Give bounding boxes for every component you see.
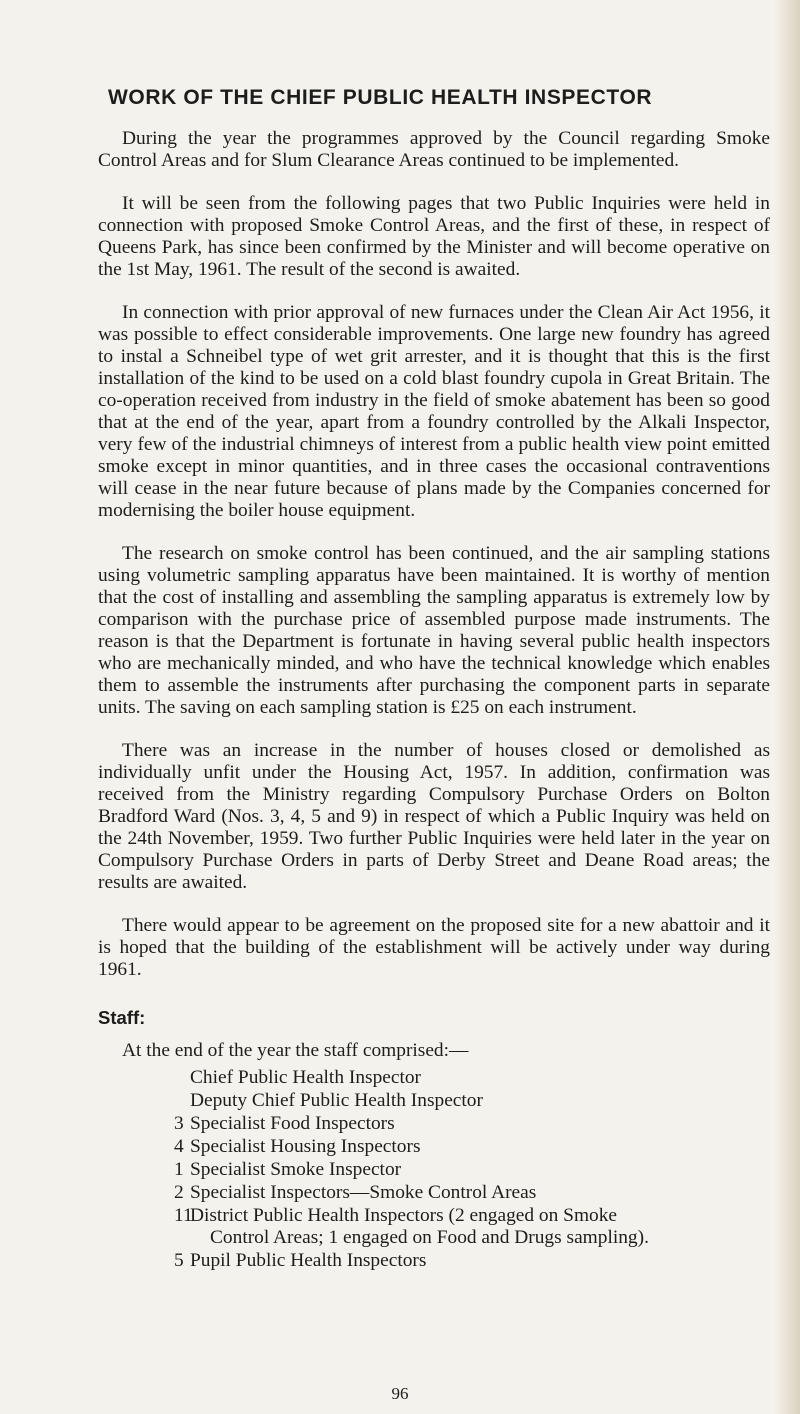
staff-role: Specialist Housing Inspectors: [190, 1136, 421, 1157]
page-heading: WORK OF THE CHIEF PUBLIC HEALTH INSPECTOR: [108, 86, 653, 109]
paragraph-housing-act: There was an increase in the number of houses closed or demolished as individually unfit under the Housing Act, 1957. In addition, confirmation was received from the Ministry regarding Compulsory Purchase Orders on Bolton Bradford Ward (Nos. 3, 4, 5 and 9) in respect of which a Public Inquiry was held on the 24th November, 1959. Two further Public Inquiries were held later in the year on Compulsory Purchase Orders in parts of Derby Street and Deane Road areas; the results are awaited.: [98, 740, 770, 893]
staff-list-item: [98, 1182, 770, 1204]
staff-role: Deputy Chief Public Health Inspector: [190, 1090, 483, 1111]
staff-role: Pupil Public Health Inspectors: [190, 1250, 427, 1271]
paragraph-smoke-slum-programmes: During the year the programmes approved by the Council regarding Smoke Control Areas and for Slum Clearance Areas continued to be implemented.: [98, 128, 770, 171]
staff-quantity: 4: [174, 1136, 184, 1157]
staff-list-item: [98, 1113, 770, 1135]
paragraph-clean-air-act: In connection with prior approval of new furnaces under the Clean Air Act 1956, it was possible to effect considerable improvements. One large new foundry has agreed to instal a Schneibel type of wet grit arrester, and it is thought that this is the first installation of the kind to be used on a cold blast foundry cupola in Great Britain. The co-operation received from industry in the field of smoke abatement has been so good that at the end of the year, apart from a foundry controlled by the Alkali Inspector, very few of the industrial chimneys of interest from a public health view point emitted smoke except in minor quantities, and in three cases the occasional contraventions will cease in the near future because of plans made by the Companies concerned for modernising the boiler house equipment.: [98, 302, 770, 521]
staff-role: Specialist Food Inspectors: [190, 1113, 395, 1134]
staff-role: Specialist Smoke Inspector: [190, 1159, 402, 1180]
body-text: [98, 128, 770, 1273]
staff-role-continuation: Control Areas; 1 engaged on Food and Drugs sampling).: [210, 1227, 649, 1248]
staff-quantity: 1: [174, 1159, 184, 1180]
staff-list-item: [98, 1090, 770, 1112]
staff-list-item: [98, 1067, 770, 1089]
staff-list-item: [98, 1159, 770, 1181]
paragraph-public-inquiries: It will be seen from the following pages that two Public Inquiries were held in connection with proposed Smoke Control Areas, and the first of these, in respect of Queens Park, has since been confirmed by the Minister and will become operative on the 1st May, 1961. The result of the second is awaited.: [98, 193, 770, 280]
staff-role: District Public Health Inspectors (2 engaged on Smoke: [190, 1205, 618, 1226]
staff-role: Specialist Inspectors—Smoke Control Areas: [190, 1182, 537, 1203]
staff-list-item: [98, 1250, 770, 1272]
paragraph-smoke-research: The research on smoke control has been continued, and the air sampling stations using volumetric sampling apparatus have been maintained. It is worthy of mention that the cost of installing and assembling the sampling apparatus is extremely low by comparison with the purchase price of assembled purpose made instruments. The reason is that the Department is fortunate in having several public health inspectors who are mechanically minded, and who have the technical knowledge which enables them to assemble the instruments after purchasing the component parts in separate units. The saving on each sampling station is £25 on each instrument.: [98, 543, 770, 718]
staff-list-item: [98, 1205, 770, 1249]
staff-quantity: 2: [174, 1182, 184, 1203]
staff-list-item: [98, 1136, 770, 1158]
staff-quantity: 11: [174, 1205, 193, 1226]
staff-heading: Staff:: [98, 1007, 146, 1028]
staff-list: [98, 1067, 770, 1272]
staff-intro: At the end of the year the staff comprised:—: [122, 1040, 469, 1061]
page-number: 96: [391, 1384, 409, 1403]
staff-quantity: 5: [174, 1250, 184, 1271]
page-edge-shadow: [774, 0, 800, 1414]
staff-role: Chief Public Health Inspector: [190, 1067, 422, 1088]
staff-quantity: 3: [174, 1113, 184, 1134]
paragraph-abattoir: There would appear to be agreement on the proposed site for a new abattoir and it is hoped that the building of the establishment will be actively under way during 1961.: [98, 915, 770, 980]
